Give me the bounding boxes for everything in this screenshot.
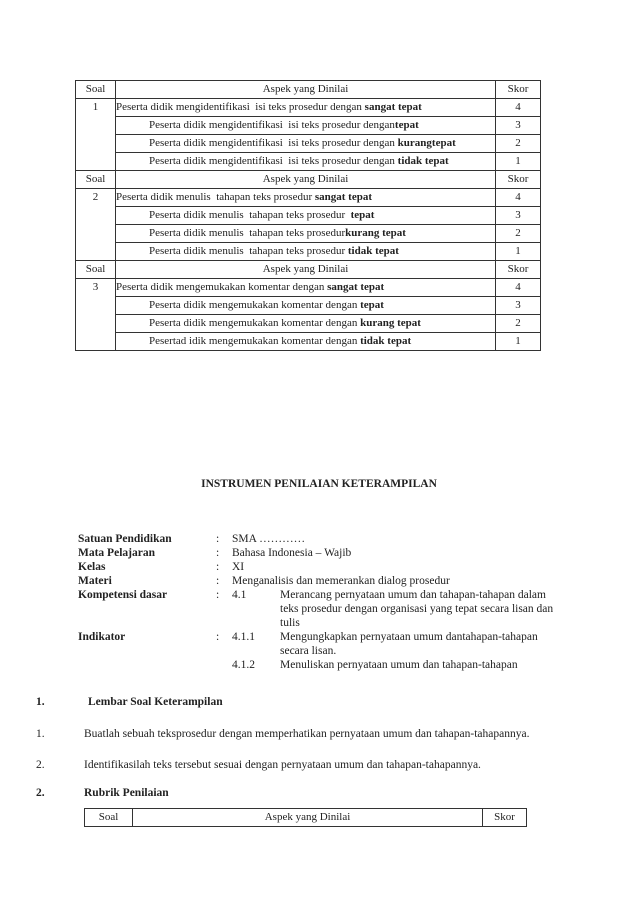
aspek-cell: [116, 279, 496, 297]
soal-cell: [76, 243, 116, 261]
skor-cell: 3: [496, 297, 541, 315]
aspek-criterion: kurangtepat: [397, 137, 456, 149]
item-2-number: 2.: [36, 759, 45, 771]
soal-cell: [76, 225, 116, 243]
kd-line2: teks prosedur dengan organisasi yang tepat secara lisan dan: [280, 603, 554, 615]
indikator-2-line1: Menuliskan pernyataan umum dan tahapan-tahapan: [280, 659, 518, 671]
skor-cell: 3: [496, 207, 541, 225]
section-1-number: 1.: [36, 696, 45, 708]
table-header-row: [76, 171, 541, 189]
header-skor: Skor: [496, 261, 541, 279]
table-row: [76, 243, 541, 261]
colon: :: [216, 561, 220, 573]
aspek-criterion: tidak tepat: [360, 335, 412, 347]
aspek-cell: [116, 153, 496, 171]
table-header-row: [76, 81, 541, 99]
table-row: [76, 189, 541, 207]
section-2-number: 2.: [36, 787, 45, 799]
satuan-value: SMA …………: [232, 533, 306, 545]
section-2-title: Rubrik Penilaian: [84, 787, 169, 799]
soal-cell: [76, 207, 116, 225]
aspek-cell: [116, 243, 496, 261]
kelas-label: Kelas: [78, 561, 106, 573]
colon: :: [216, 631, 220, 643]
skor-cell: 4: [496, 189, 541, 207]
satuan-label: Satuan Pendidikan: [78, 533, 172, 545]
soal-cell: [76, 333, 116, 351]
aspek-criterion: sangat tepat: [314, 191, 373, 203]
indikator-2-code: 4.1.2: [232, 659, 255, 671]
soal-cell: 1: [76, 99, 116, 117]
kd-line3: tulis: [280, 617, 300, 629]
header-aspek: Aspek yang Dinilai: [116, 261, 496, 279]
aspek-text: Peserta didik mengemukakan komentar dengan: [149, 299, 361, 311]
header-aspek: Aspek yang Dinilai: [116, 171, 496, 189]
aspek-cell: [116, 315, 496, 333]
table-row: [76, 225, 541, 243]
header-skor: Skor: [496, 81, 541, 99]
aspek-criterion: kurang tepat: [360, 317, 421, 329]
indikator-label: Indikator: [78, 631, 126, 643]
colon: :: [216, 589, 220, 601]
item-1-text: Buatlah sebuah teksprosedur dengan memperhatikan pernyataan umum dan tahapan-tahapannya.: [84, 728, 530, 740]
header-soal: Soal: [76, 261, 116, 279]
materi-label: Materi: [78, 575, 112, 587]
indikator-1-code: 4.1.1: [232, 631, 255, 643]
header-aspek: Aspek yang Dinilai: [133, 809, 483, 827]
table-row: [76, 279, 541, 297]
skor-cell: 3: [496, 117, 541, 135]
aspek-cell: [116, 333, 496, 351]
table-row: [76, 315, 541, 333]
aspek-criterion: tepat: [360, 299, 384, 311]
soal-cell: [76, 315, 116, 333]
soal-cell: [76, 135, 116, 153]
aspek-text: Peserta didik menulis tahapan teks prosedur: [149, 227, 346, 239]
aspek-text: Peserta didik menulis tahapan teks prosedur: [149, 209, 351, 221]
table-header-row: [76, 261, 541, 279]
indikator-1-line1: Mengungkapkan pernyataan umum dantahapan-tahapan: [280, 631, 538, 643]
table-row: [76, 153, 541, 171]
aspek-text: Peserta didik menulis tahapan teks prosedur: [149, 245, 348, 257]
skor-cell: 1: [496, 333, 541, 351]
aspek-text: Peserta didik mengidentifikasi isi teks prosedur dengan: [149, 119, 395, 131]
colon: :: [216, 533, 220, 545]
aspek-text: Peserta didik mengemukakan komentar dengan: [116, 281, 328, 293]
aspek-criterion: sangat tepat: [327, 281, 385, 293]
aspek-criterion: sangat tepat: [364, 101, 422, 113]
kelas-value: XI: [232, 561, 245, 573]
indikator-1-line2: secara lisan.: [280, 645, 337, 657]
skor-cell: 4: [496, 279, 541, 297]
aspek-text: Peserta didik mengidentifikasi isi teks prosedur dengan: [149, 155, 398, 167]
table-row: [76, 333, 541, 351]
soal-cell: [76, 117, 116, 135]
kd-code: 4.1: [232, 589, 247, 601]
section-1-title: Lembar Soal Keterampilan: [88, 696, 223, 708]
soal-cell: 3: [76, 279, 116, 297]
header-aspek: Aspek yang Dinilai: [116, 81, 496, 99]
header-skor: Skor: [483, 809, 527, 827]
aspek-cell: [116, 117, 496, 135]
item-2-text: Identifikasilah teks tersebut sesuai dengan pernyataan umum dan tahapan-tahapannya.: [84, 759, 481, 771]
aspek-criterion: kurang tepat: [345, 227, 406, 239]
aspek-criterion: tepat: [394, 119, 419, 131]
aspek-text: Peserta didik mengemukakan komentar dengan: [149, 317, 361, 329]
materi-value: Menganalisis dan memerankan dialog prosedur: [232, 575, 450, 587]
aspek-criterion: tidak tepat: [397, 155, 449, 167]
aspek-criterion: tepat: [350, 209, 375, 221]
aspek-text: Pesertad idik mengemukakan komentar dengan: [149, 335, 361, 347]
aspek-text: Peserta didik mengidentifikasi isi teks prosedur dengan: [116, 101, 365, 113]
table-row: [76, 297, 541, 315]
aspek-cell: [116, 207, 496, 225]
table-row: [76, 99, 541, 117]
soal-cell: 2: [76, 189, 116, 207]
table-header-row: [85, 809, 527, 827]
skor-cell: 2: [496, 315, 541, 333]
skor-cell: 1: [496, 153, 541, 171]
aspek-text: Peserta didik mengidentifikasi isi teks prosedur dengan: [149, 137, 398, 149]
aspek-text: Peserta didik menulis tahapan teks prosedur: [116, 191, 315, 203]
table-row: [76, 207, 541, 225]
rubric-table-bottom: [84, 808, 527, 827]
colon: :: [216, 575, 220, 587]
header-soal: Soal: [76, 171, 116, 189]
header-soal: Soal: [85, 809, 133, 827]
aspek-cell: [116, 189, 496, 207]
aspek-cell: [116, 225, 496, 243]
skor-cell: 2: [496, 135, 541, 153]
aspek-criterion: tidak tepat: [347, 245, 399, 257]
kd-label: Kompetensi dasar: [78, 589, 168, 601]
page-title: INSTRUMEN PENILAIAN KETERAMPILAN: [201, 478, 437, 490]
aspek-cell: [116, 99, 496, 117]
table-row: [76, 117, 541, 135]
item-1-number: 1.: [36, 728, 45, 740]
header-skor: Skor: [496, 171, 541, 189]
aspek-cell: [116, 297, 496, 315]
soal-cell: [76, 153, 116, 171]
skor-cell: 2: [496, 225, 541, 243]
aspek-cell: [116, 135, 496, 153]
header-soal: Soal: [76, 81, 116, 99]
rubric-table-top: [75, 80, 541, 351]
mapel-label: Mata Pelajaran: [78, 547, 155, 559]
skor-cell: 4: [496, 99, 541, 117]
colon: :: [216, 547, 220, 559]
table-row: [76, 135, 541, 153]
skor-cell: 1: [496, 243, 541, 261]
soal-cell: [76, 297, 116, 315]
kd-line1: Merancang pernyataan umum dan tahapan-tahapan dalam: [280, 589, 546, 601]
mapel-value: Bahasa Indonesia – Wajib: [232, 547, 352, 559]
